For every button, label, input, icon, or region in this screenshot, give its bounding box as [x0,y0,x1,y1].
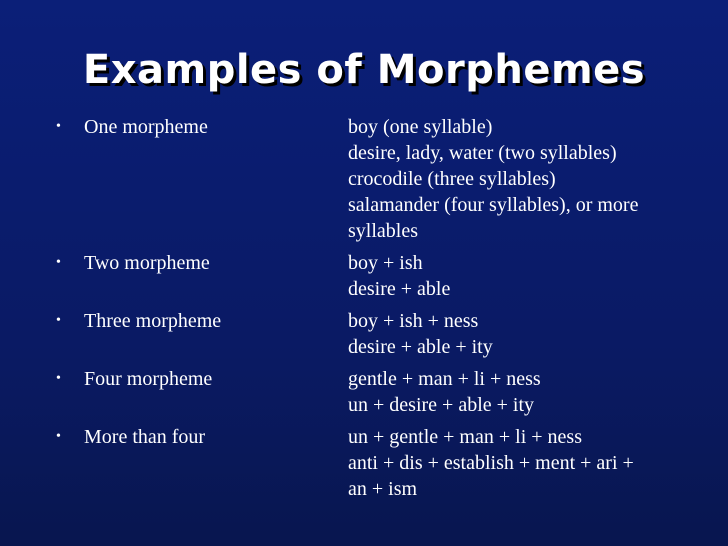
bullet-icon: • [56,371,61,386]
example-line: boy + ish + ness [348,310,479,332]
example-line: boy + ish [348,252,423,274]
example-line: desire + able + ity [348,336,493,358]
example-line: desire + able [348,278,451,300]
example-line: crocodile (three syllables) [348,168,556,190]
item-label: Four morpheme [84,368,213,390]
example-line: un + desire + able + ity [348,394,535,416]
list-item [56,114,716,244]
bullet-icon: • [56,119,61,134]
bullet-icon: • [56,255,61,270]
item-examples [348,250,716,302]
item-label: Two morpheme [84,252,210,274]
bullet-icon: • [56,429,61,444]
example-line: gentle + man + li + ness [348,368,541,390]
item-label: One morpheme [84,116,208,138]
list-item [56,424,716,502]
item-examples [348,308,716,360]
list-item [56,250,716,302]
item-label: More than four [84,426,206,448]
list-item [56,308,716,360]
item-examples [348,424,716,502]
example-line: salamander (four syllables), or more [348,194,639,216]
example-line: syllables [348,220,418,242]
example-line: desire, lady, water (two syllables) [348,142,617,164]
list-item [56,366,716,418]
bullet-list [56,114,716,508]
bullet-icon: • [56,313,61,328]
slide-title: Examples of Morphemes [82,47,646,93]
item-examples [348,366,716,418]
item-examples [348,114,716,244]
item-label: Three morpheme [84,310,222,332]
example-line: un + gentle + man + li + ness [348,426,582,448]
example-line: boy (one syllable) [348,116,493,138]
example-line: anti + dis + establish + ment + ari + [348,452,634,474]
example-line: an + ism [348,478,418,500]
